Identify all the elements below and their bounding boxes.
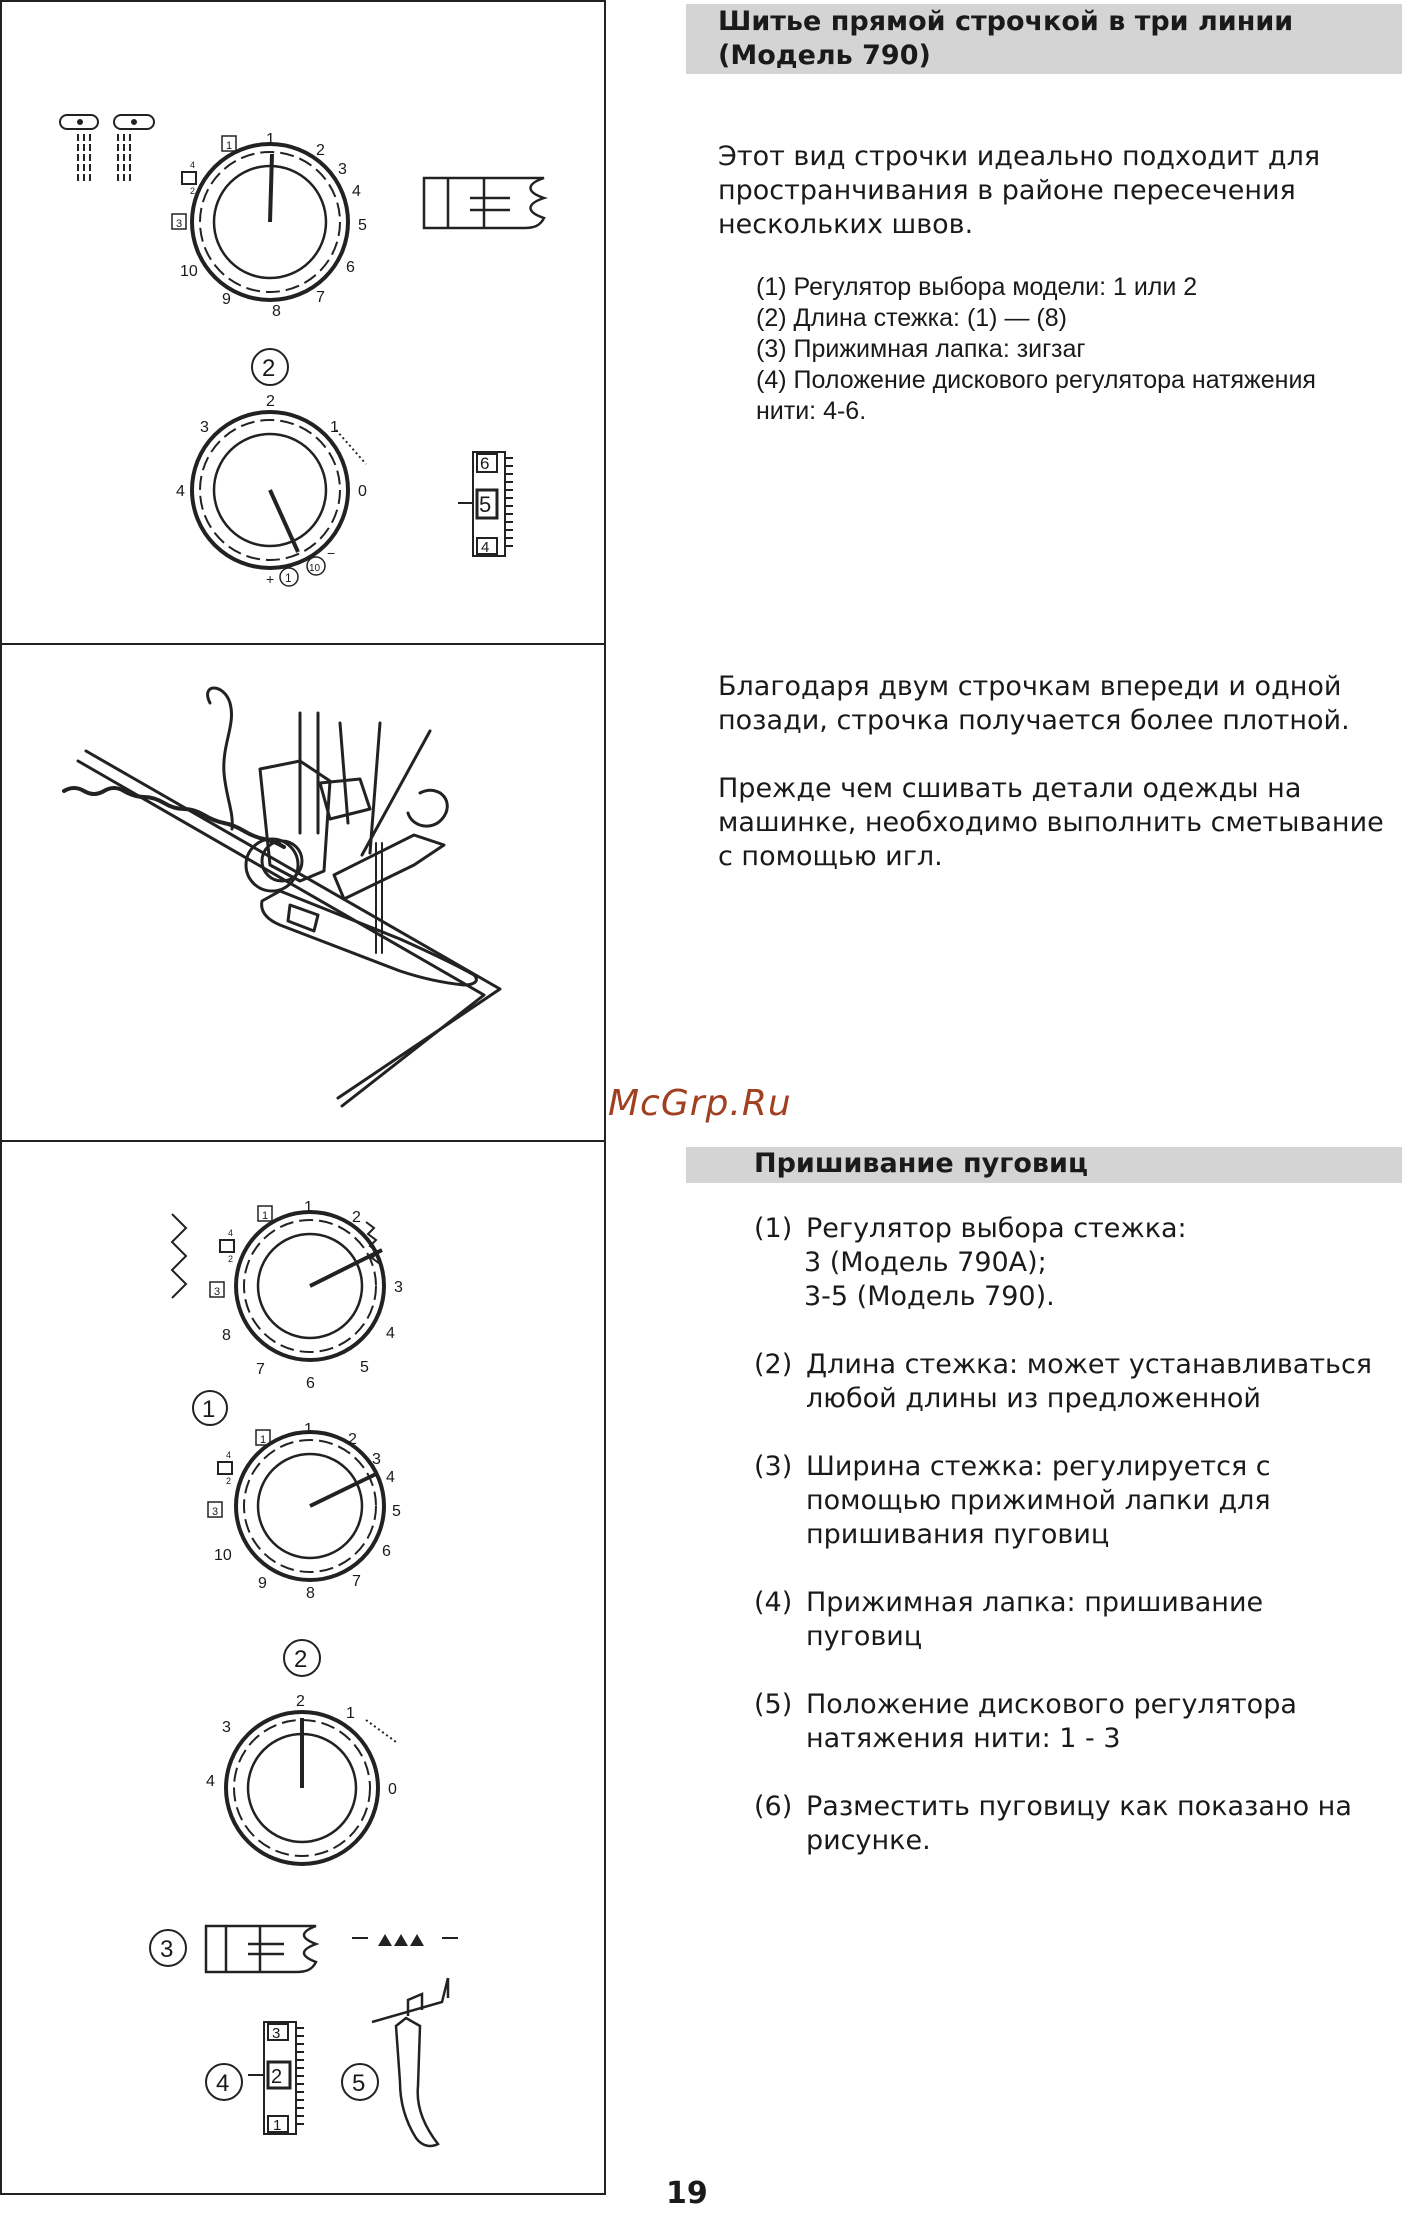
step-number: (1) [754, 1213, 793, 1244]
mode-box-label: 2 [228, 1254, 234, 1264]
para-line: Прежде чем сшивать детали одежды на [718, 773, 1302, 804]
setting-line: (2) Длина стежка: (1) — (8) [756, 304, 1067, 332]
step-line: натяжения нити: 1 - 3 [806, 1723, 1121, 1754]
step-number: (6) [754, 1791, 793, 1822]
triangles-mark-icon [352, 1934, 458, 1946]
intro-line: пространчивания в районе пересечения [718, 175, 1296, 206]
section2-para1 [718, 670, 1350, 738]
callout-label: 2 [294, 1646, 308, 1673]
dial-b-label: 1 [330, 419, 339, 436]
dial-a-label: 2 [316, 142, 325, 159]
dial-b-label: 0 [358, 483, 367, 500]
section1-intro [718, 140, 1320, 242]
watermark: McGrp.Ru [608, 1083, 792, 1124]
dial-d-label: 9 [258, 1575, 267, 1592]
mode-box-label: 2 [226, 1476, 232, 1486]
presser-foot-illustration [0, 643, 606, 1140]
setting-line: (4) Положение дискового регулятора натяжения [756, 366, 1316, 394]
callout-label: 5 [352, 2070, 366, 2097]
mode-box-label: 1 [260, 1434, 267, 1446]
dial-a-label: 4 [352, 183, 361, 200]
step-line: Положение дискового регулятора [806, 1689, 1297, 1720]
step-item [754, 1586, 1372, 1654]
dial-b-bottom: 1 [285, 571, 292, 585]
dial-a-label: 9 [222, 291, 231, 308]
tension-bottom-label: 3 [272, 2025, 281, 2042]
panel3-figure [0, 1140, 606, 2195]
dial-a-label: 1 [266, 131, 275, 148]
intro-line: нескольких швов. [718, 209, 974, 240]
zigzag-stitch-icon [172, 1214, 186, 1298]
tension-top-label: 6 [480, 454, 490, 473]
section1-title-line1: Шитье прямой строчкой в три линии [718, 6, 1294, 37]
dial-c-label: 7 [256, 1361, 265, 1378]
callout-2 [252, 349, 288, 385]
step-number: (2) [754, 1349, 793, 1380]
stitch-selector-dial-a [172, 131, 367, 320]
callout-label: 2 [262, 355, 276, 382]
para-line: позади, строчка получается более плотной. [718, 705, 1350, 736]
dial-d-label: 7 [352, 1573, 361, 1590]
para-line: Благодаря двум строчкам впереди и одной [718, 671, 1342, 702]
dial-c-label: 1 [304, 1199, 313, 1216]
zigzag-foot-icon [424, 178, 544, 228]
dial-e-label: 2 [296, 1693, 305, 1710]
step-line: Разместить пуговицу как показано на [806, 1791, 1352, 1822]
dial-a-label: 7 [316, 289, 325, 306]
dial-d-label: 4 [386, 1469, 395, 1486]
dial-b-label: 2 [266, 393, 275, 410]
step-line: Прижимная лапка: пришивание [806, 1587, 1264, 1618]
dial-d-label: 10 [214, 1547, 232, 1564]
tension-top-label: 4 [481, 539, 490, 556]
step-item [754, 1688, 1372, 1756]
tension-top-label: 5 [479, 492, 492, 517]
step-line: любой длины из предложенной [806, 1383, 1261, 1414]
stitch-selector-dial-d [208, 1421, 401, 1602]
dial-a-label: 8 [272, 303, 281, 320]
intro-line: Этот вид строчки идеально подходит для [718, 141, 1321, 172]
dial-e-label: 3 [222, 1719, 231, 1736]
dial-a-label: 5 [358, 217, 367, 234]
triple-stitch-icon [60, 115, 154, 184]
button-sewing-steps [754, 1212, 1372, 1892]
button-sewing-foot-illustration [372, 1978, 448, 2146]
panel1-figure [0, 0, 606, 643]
step-line: 3 (Модель 790А); [804, 1247, 1047, 1278]
step-line: Длина стежка: может устанавливаться [806, 1349, 1373, 1380]
stitch-length-dial [176, 393, 367, 587]
step-item [754, 1790, 1372, 1858]
step-item [754, 1450, 1372, 1552]
dial-a-label: 3 [338, 161, 347, 178]
dial-a-label: 10 [180, 263, 198, 280]
dial-c-label: 8 [222, 1327, 231, 1344]
dial-b-bottom: 10 [309, 563, 321, 574]
callout-label: 4 [216, 2070, 230, 2097]
dial-e-label: 4 [206, 1773, 215, 1790]
step-line: пришивания пуговиц [806, 1519, 1110, 1550]
mode-box-label: 1 [226, 140, 233, 152]
stitch-selector-dial-c [210, 1199, 403, 1392]
step-line: Ширина стежка: регулируется с [806, 1451, 1271, 1482]
dial-c-label: 5 [360, 1359, 369, 1376]
step-number: (4) [754, 1587, 793, 1618]
para-line: с помощью игл. [718, 841, 943, 872]
tension-bottom-label: 2 [271, 2066, 283, 2088]
step-number: (5) [754, 1689, 793, 1720]
setting-line: нити: 4-6. [756, 397, 867, 425]
section1-title-line2: (Модель 790) [718, 40, 931, 71]
dial-d-label: 5 [392, 1503, 401, 1520]
dial-c-label: 2 [352, 1209, 361, 1226]
dial-b-label: 4 [176, 483, 185, 500]
step-item [754, 1348, 1372, 1416]
step-line: 3-5 (Модель 790). [804, 1281, 1055, 1312]
dial-b-label: 3 [200, 419, 209, 436]
button-foot-icon [206, 1926, 316, 1972]
dial-c-label: 6 [306, 1375, 315, 1392]
dial-d-label: 2 [348, 1431, 357, 1448]
step-item [754, 1212, 1372, 1314]
setting-line: (1) Регулятор выбора модели: 1 или 2 [756, 273, 1198, 301]
mode-box-label: 3 [212, 1506, 219, 1518]
callout-label: 3 [160, 1936, 174, 1963]
dial-d-label: 8 [306, 1585, 315, 1602]
dial-b-bottom: + [266, 571, 275, 587]
tension-bottom-label: 1 [273, 2117, 282, 2134]
page-number: 19 [666, 2176, 708, 2211]
section3-title: Пришивание пуговиц [686, 1147, 1402, 1183]
dial-b-bottom: − [327, 545, 336, 561]
step-line: пуговиц [806, 1621, 923, 1652]
callout-label: 1 [202, 1396, 216, 1423]
step-number: (3) [754, 1451, 793, 1482]
dial-d-label: 1 [304, 1421, 313, 1438]
mode-box-label: 1 [262, 1210, 269, 1222]
step-line: помощью прижимной лапки для [806, 1485, 1271, 1516]
section2-para2 [718, 772, 1384, 874]
mode-box-label: 3 [176, 218, 183, 230]
dial-e-label: 1 [346, 1705, 355, 1722]
step-line: Регулятор выбора стежка: [806, 1213, 1187, 1244]
para-line: машинке, необходимо выполнить сметывание [718, 807, 1384, 838]
dial-a-label: 6 [346, 259, 355, 276]
mode-box-label: 4 [226, 1450, 232, 1460]
mode-box-label: 4 [228, 1228, 234, 1238]
setting-line: (3) Прижимная лапка: зигзаг [756, 335, 1086, 363]
step-line: рисунке. [806, 1825, 931, 1856]
dial-e-label: 0 [388, 1781, 397, 1798]
mode-box-label: 2 [190, 186, 196, 196]
dial-c-label: 4 [386, 1325, 395, 1342]
dial-c-label: 3 [394, 1279, 403, 1296]
dial-d-label: 6 [382, 1543, 391, 1560]
section1-title [686, 4, 1402, 74]
dial-d-label: 3 [372, 1451, 381, 1468]
mode-box-label: 3 [214, 1286, 221, 1298]
section1-settings [756, 272, 1316, 427]
stitch-length-dial-e [206, 1693, 397, 1864]
mode-box-label: 4 [190, 160, 196, 170]
